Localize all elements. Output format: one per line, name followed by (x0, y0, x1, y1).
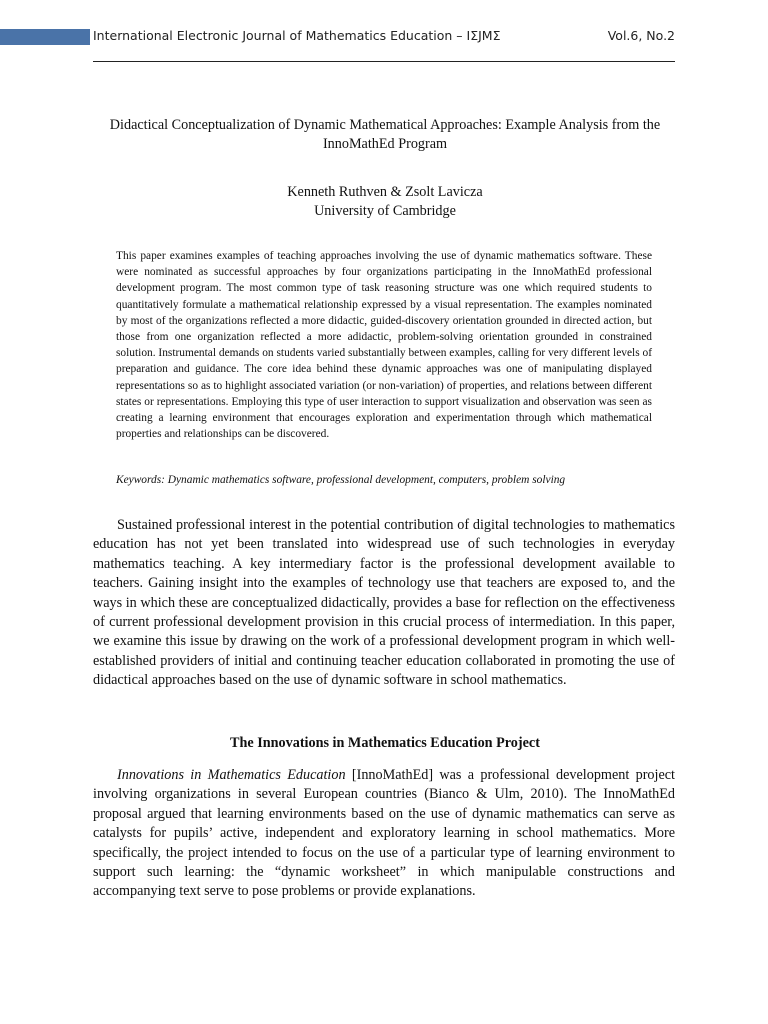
intro-paragraph: Sustained professional interest in the potential contribution of digital technologies to mathematics education has not yet been translated into widespread use of such technologies in everyday mathematics teaching. A key intermediary factor is the professional development available to teachers. Gaining insight into the examples of technology use that teachers are exposed to, and the ways in which these are conceptualized didactically, provides a base for reflection on the effectiveness of current professional development provision in this crucial process of intermediation. In this paper, we examine this issue by drawing on the work of a professional development program in which well-established providers of initial and continuing teacher education collaborated in promoting the use of didactical approaches based on the use of dynamic software in school mathematics. (93, 517, 675, 689)
keywords: Keywords: Dynamic mathematics software, professional development, computers, problem solving (116, 474, 566, 486)
section-paragraph-text: [InnoMathEd] was a professional development project involving organizations in several European countries (Bianco & Ulm, 2010). The InnoMathEd proposal argued that learning environments based on the use of dynamic mathematics can serve as catalysts for pupils’ active, independent and exploratory learning in school mathematics. More specifically, the project intended to focus on the use of a particular type of learning environment to support such learning: the “dynamic worksheet” in which manipulable constructions and accompanying text serve to pose problems or provide explanations. (93, 767, 675, 900)
author-block (93, 183, 677, 221)
running-header (93, 28, 677, 48)
abstract: This paper examines examples of teaching approaches involving the use of dynamic mathematics software. These were nominated as successful approaches by four organizations participating in the InnoMathEd professional development program. The most common type of task reasoning structure was one which required students to quantitatively formulate a mathematical relationship expressed by a visual representation. The examples nominated by most of the organizations reflected a more didactic, guided-discovery orientation grounded in directed action, but those from one organization reflected a more adidactic, problem-solving orientation grounded in constrained solution. Instrumental demands on students varied substantially between examples, calling for very different levels of preparation and guidance. The core idea behind these dynamic approaches was one of manipulating displayed representations so as to highlight associated variation (or non-variation) of properties, and relations between different states or representations. Employing this type of user interaction to support visualization and observation was seen as creating a learning environment that encourages exploration and experimentation through which mathematical properties and relationships can be discovered. (116, 250, 652, 441)
header-accent-bar (0, 29, 90, 45)
affiliation: University of Cambridge (314, 203, 456, 219)
header-rule (93, 61, 675, 62)
section-paragraph (93, 766, 675, 902)
journal-name: International Electronic Journal of Mathematics Education – IΣJMΣ (93, 28, 501, 43)
authors: Kenneth Ruthven & Zsolt Lavicza (287, 184, 483, 200)
volume-issue: Vol.6, No.2 (607, 28, 675, 43)
section-heading: The Innovations in Mathematics Education Project (230, 735, 540, 751)
project-name-italic: Innovations in Mathematics Education (117, 767, 346, 783)
paper-title: Didactical Conceptualization of Dynamic Mathematical Approaches: Example Analysis from the InnoMathEd Program (109, 117, 661, 152)
